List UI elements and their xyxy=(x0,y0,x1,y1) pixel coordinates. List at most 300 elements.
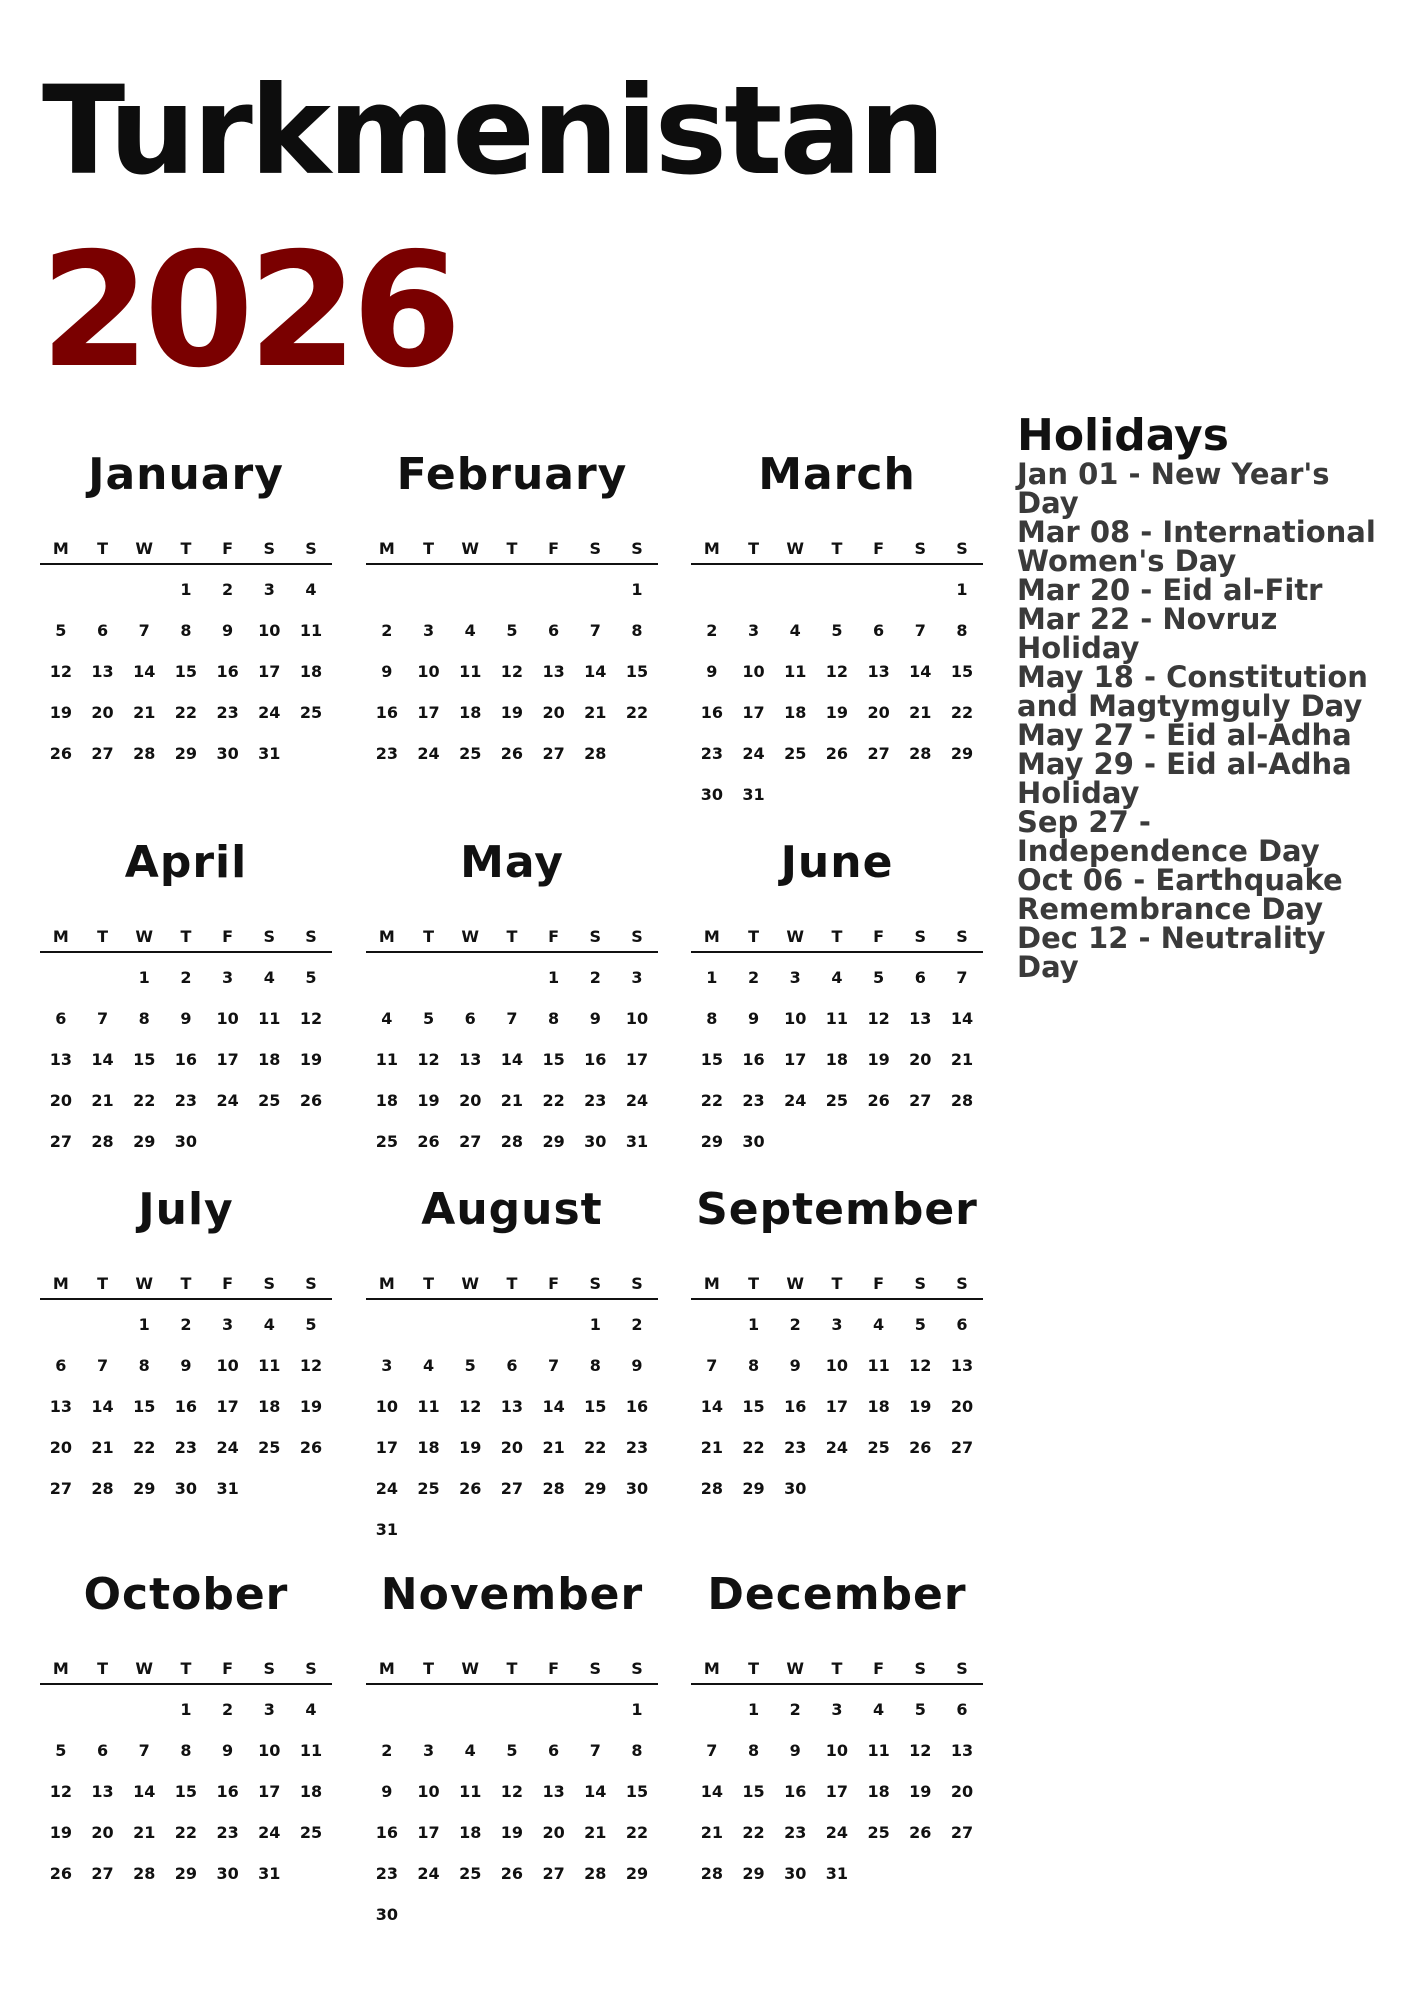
day-cell: 26 xyxy=(417,1132,440,1151)
day-cell: 17 xyxy=(258,662,281,681)
day-cell: 2 xyxy=(631,1315,643,1334)
day-cell: 30 xyxy=(174,1479,198,1498)
day-cell: 8 xyxy=(631,621,643,640)
month-name: January xyxy=(88,449,284,500)
day-cell: 27 xyxy=(459,1132,482,1151)
day-cell: 2 xyxy=(222,580,234,599)
day-cell: 29 xyxy=(742,1479,765,1498)
day-cell: 23 xyxy=(700,744,723,763)
day-cell: 29 xyxy=(174,1864,198,1883)
blank-cell xyxy=(40,569,82,610)
day-cell: 13 xyxy=(950,1356,974,1375)
day-cell: 11 xyxy=(299,1741,323,1760)
day-cell: 20 xyxy=(542,1823,565,1842)
blank-cell xyxy=(574,1689,616,1730)
day-cell: 22 xyxy=(174,703,198,722)
weekday-label: F xyxy=(222,926,234,946)
weekday-label: W xyxy=(786,538,805,558)
month-september xyxy=(691,1180,983,1509)
weekday-label: S xyxy=(263,926,276,946)
weekday-label: M xyxy=(52,1658,69,1678)
day-cell: 26 xyxy=(49,1864,72,1883)
weekday-label: W xyxy=(135,1658,154,1678)
day-cell: 29 xyxy=(133,1132,156,1151)
day-cell: 12 xyxy=(459,1397,482,1416)
day-cell: 14 xyxy=(91,1397,114,1416)
day-grid xyxy=(366,1685,658,1935)
blank-cell xyxy=(82,569,124,610)
day-cell: 24 xyxy=(625,1091,649,1110)
day-cell: 24 xyxy=(216,1091,239,1110)
month-name: April xyxy=(124,837,248,888)
holiday-item: Mar 20 - Eid al-Fitr xyxy=(1017,573,1323,607)
month-name: May xyxy=(460,837,564,888)
day-cell: 11 xyxy=(825,1009,849,1028)
day-cell: 23 xyxy=(784,1438,807,1457)
day-cell: 31 xyxy=(216,1479,239,1498)
day-cell: 11 xyxy=(258,1009,281,1028)
blank-cell xyxy=(449,1304,491,1345)
day-cell: 8 xyxy=(548,1009,560,1028)
day-cell: 4 xyxy=(831,968,843,987)
day-cell: 7 xyxy=(138,1741,150,1760)
day-cell: 4 xyxy=(464,621,476,640)
holiday-list xyxy=(1017,457,1387,984)
day-cell: 5 xyxy=(831,621,843,640)
day-cell: 12 xyxy=(909,1356,932,1375)
month-name: June xyxy=(780,837,894,888)
day-cell: 27 xyxy=(500,1479,524,1498)
day-cell: 29 xyxy=(542,1132,565,1151)
holiday-item: Jan 01 - New Year's Day xyxy=(1017,457,1330,520)
weekday-label: T xyxy=(831,1658,843,1678)
day-cell: 4 xyxy=(381,1009,393,1028)
day-cell: 20 xyxy=(500,1438,524,1457)
blank-cell xyxy=(408,957,450,998)
day-cell: 29 xyxy=(584,1479,607,1498)
weekday-label: T xyxy=(423,1658,434,1678)
day-cell: 24 xyxy=(258,703,281,722)
day-cell: 26 xyxy=(909,1438,932,1457)
day-cell: 31 xyxy=(742,785,765,804)
day-cell: 9 xyxy=(381,662,393,681)
day-cell: 15 xyxy=(742,1397,765,1416)
day-cell: 29 xyxy=(700,1132,723,1151)
holiday-item: Oct 06 - Earthquake Remembrance Day xyxy=(1017,863,1343,926)
day-cell: 19 xyxy=(417,1091,440,1110)
blank-cell xyxy=(691,569,733,610)
day-cell: 10 xyxy=(417,1782,440,1801)
day-cell: 5 xyxy=(305,1315,317,1334)
day-cell: 21 xyxy=(584,703,607,722)
blank-cell xyxy=(491,1304,533,1345)
weekday-label: S xyxy=(631,538,643,558)
holiday-item: Mar 22 - Novruz Holiday xyxy=(1017,602,1278,665)
day-cell: 17 xyxy=(825,1397,849,1416)
month-february xyxy=(366,445,658,774)
blank-cell xyxy=(40,1304,82,1345)
day-cell: 2 xyxy=(706,621,718,640)
month-april xyxy=(40,833,332,1162)
day-cell: 27 xyxy=(542,1864,565,1883)
day-grid xyxy=(691,565,983,815)
blank-cell xyxy=(408,1304,450,1345)
day-cell: 28 xyxy=(91,1132,114,1151)
day-cell: 12 xyxy=(500,1782,524,1801)
day-cell: 6 xyxy=(55,1356,67,1375)
day-cell: 11 xyxy=(867,1741,890,1760)
month-name: November xyxy=(380,1569,644,1620)
day-cell: 29 xyxy=(174,744,198,763)
day-cell: 7 xyxy=(138,621,150,640)
blank-cell xyxy=(123,1689,165,1730)
day-cell: 13 xyxy=(91,662,114,681)
blank-cell xyxy=(82,1689,124,1730)
day-cell: 3 xyxy=(422,1741,435,1760)
weekday-label: F xyxy=(222,1273,234,1293)
weekday-label: F xyxy=(548,1658,560,1678)
day-cell: 18 xyxy=(459,703,482,722)
day-cell: 15 xyxy=(174,662,198,681)
day-cell: 27 xyxy=(950,1823,974,1842)
day-cell: 1 xyxy=(706,968,718,987)
day-cell: 30 xyxy=(784,1864,807,1883)
weekday-label: S xyxy=(956,538,968,558)
day-cell: 22 xyxy=(133,1091,156,1110)
day-cell: 28 xyxy=(133,1864,156,1883)
holiday-item: May 27 - Eid al-Adha xyxy=(1017,718,1352,752)
day-cell: 26 xyxy=(49,744,72,763)
weekday-label: M xyxy=(378,926,395,946)
day-cell: 1 xyxy=(180,580,192,599)
day-cell: 1 xyxy=(138,968,150,987)
blank-cell xyxy=(733,569,775,610)
day-cell: 28 xyxy=(950,1091,974,1110)
day-cell: 11 xyxy=(784,662,807,681)
weekday-label: T xyxy=(748,926,759,946)
day-cell: 19 xyxy=(825,703,849,722)
day-cell: 24 xyxy=(742,744,765,763)
day-cell: 17 xyxy=(784,1050,807,1069)
weekday-label: T xyxy=(748,538,759,558)
day-cell: 10 xyxy=(417,662,440,681)
day-cell: 28 xyxy=(500,1132,524,1151)
day-cell: 27 xyxy=(867,744,890,763)
day-cell: 24 xyxy=(825,1438,849,1457)
day-cell: 16 xyxy=(784,1397,807,1416)
blank-cell xyxy=(574,569,616,610)
day-cell: 10 xyxy=(825,1356,849,1375)
day-cell: 2 xyxy=(589,968,601,987)
day-cell: 3 xyxy=(631,968,643,987)
day-cell: 6 xyxy=(55,1009,67,1028)
day-cell: 16 xyxy=(174,1050,198,1069)
blank-cell xyxy=(82,1304,124,1345)
weekday-label: S xyxy=(305,538,317,558)
day-cell: 31 xyxy=(258,1864,281,1883)
holiday-item: Dec 12 - Neutrality Day xyxy=(1017,921,1326,984)
weekday-header xyxy=(366,533,658,565)
day-cell: 22 xyxy=(625,1823,649,1842)
weekday-header xyxy=(40,921,332,953)
day-cell: 13 xyxy=(49,1050,72,1069)
day-cell: 20 xyxy=(49,1091,72,1110)
day-cell: 10 xyxy=(742,662,765,681)
weekday-label: M xyxy=(378,1273,395,1293)
weekday-label: S xyxy=(914,538,927,558)
day-cell: 1 xyxy=(631,1700,643,1719)
weekday-label: T xyxy=(180,926,192,946)
day-grid xyxy=(691,1685,983,1894)
month-may xyxy=(366,833,658,1162)
weekday-label: T xyxy=(180,538,192,558)
day-cell: 30 xyxy=(625,1479,649,1498)
weekday-header xyxy=(691,921,983,953)
weekday-label: S xyxy=(305,1658,317,1678)
weekday-label: S xyxy=(956,926,968,946)
day-grid xyxy=(40,1300,332,1509)
weekday-label: T xyxy=(831,538,843,558)
day-cell: 4 xyxy=(263,1315,275,1334)
weekday-label: S xyxy=(914,1658,927,1678)
blank-cell xyxy=(366,1689,408,1730)
day-cell: 27 xyxy=(909,1091,932,1110)
blank-cell xyxy=(408,569,450,610)
day-cell: 28 xyxy=(584,1864,607,1883)
day-cell: 18 xyxy=(299,1782,323,1801)
day-cell: 19 xyxy=(299,1050,323,1069)
day-cell: 1 xyxy=(747,1315,760,1334)
day-cell: 29 xyxy=(950,744,974,763)
day-cell: 5 xyxy=(914,1700,926,1719)
day-cell: 8 xyxy=(631,1741,643,1760)
day-cell: 3 xyxy=(263,1700,275,1719)
day-cell: 24 xyxy=(784,1091,807,1110)
day-cell: 13 xyxy=(542,1782,565,1801)
day-cell: 15 xyxy=(133,1050,156,1069)
day-cell: 12 xyxy=(49,662,72,681)
weekday-label: T xyxy=(506,1273,518,1293)
day-cell: 21 xyxy=(500,1091,524,1110)
day-grid xyxy=(40,1685,332,1894)
day-cell: 18 xyxy=(867,1782,890,1801)
day-cell: 26 xyxy=(500,744,524,763)
month-name: August xyxy=(421,1184,603,1235)
day-cell: 16 xyxy=(375,1823,398,1842)
day-cell: 26 xyxy=(825,744,849,763)
day-cell: 8 xyxy=(180,1741,192,1760)
day-cell: 10 xyxy=(258,1741,281,1760)
day-cell: 30 xyxy=(700,785,723,804)
day-cell: 12 xyxy=(299,1356,323,1375)
blank-cell xyxy=(533,1304,575,1345)
day-cell: 1 xyxy=(589,1315,601,1334)
month-name: October xyxy=(83,1569,289,1620)
weekday-label: T xyxy=(506,538,518,558)
day-cell: 9 xyxy=(381,1782,393,1801)
blank-cell xyxy=(691,1304,733,1345)
day-cell: 13 xyxy=(950,1741,974,1760)
day-cell: 5 xyxy=(464,1356,476,1375)
day-cell: 17 xyxy=(742,703,765,722)
day-cell: 23 xyxy=(375,744,398,763)
day-cell: 29 xyxy=(133,1479,156,1498)
day-cell: 20 xyxy=(459,1091,482,1110)
day-cell: 10 xyxy=(825,1741,849,1760)
day-cell: 6 xyxy=(96,621,109,640)
month-january xyxy=(40,445,332,774)
blank-cell xyxy=(816,569,858,610)
blank-cell xyxy=(691,1689,733,1730)
day-cell: 14 xyxy=(584,1782,607,1801)
weekday-label: F xyxy=(222,538,234,558)
day-cell: 6 xyxy=(548,1741,560,1760)
day-cell: 8 xyxy=(747,1356,760,1375)
weekday-label: S xyxy=(631,1273,643,1293)
blank-cell xyxy=(82,957,124,998)
day-cell: 10 xyxy=(625,1009,649,1028)
day-cell: 31 xyxy=(825,1864,849,1883)
day-cell: 14 xyxy=(700,1397,723,1416)
weekday-label: T xyxy=(748,1658,759,1678)
month-october xyxy=(40,1565,332,1894)
blank-cell xyxy=(408,1689,450,1730)
day-cell: 27 xyxy=(91,1864,114,1883)
day-cell: 15 xyxy=(950,662,974,681)
day-cell: 11 xyxy=(417,1397,440,1416)
day-cell: 6 xyxy=(506,1356,518,1375)
weekday-label: W xyxy=(135,538,154,558)
day-cell: 2 xyxy=(180,1315,192,1334)
day-cell: 28 xyxy=(700,1864,723,1883)
holiday-item: May 29 - Eid al-Adha Holiday xyxy=(1017,747,1352,810)
day-cell: 28 xyxy=(91,1479,114,1498)
holidays-panel xyxy=(1017,412,1387,982)
weekday-label: T xyxy=(97,1273,108,1293)
day-cell: 2 xyxy=(789,1315,801,1334)
day-cell: 19 xyxy=(909,1782,932,1801)
day-cell: 23 xyxy=(216,1823,239,1842)
weekday-label: S xyxy=(589,1273,602,1293)
month-name: December xyxy=(707,1569,967,1620)
day-cell: 28 xyxy=(700,1479,723,1498)
weekday-label: M xyxy=(378,538,395,558)
day-cell: 25 xyxy=(417,1479,440,1498)
day-cell: 12 xyxy=(500,662,524,681)
day-cell: 21 xyxy=(91,1091,114,1110)
day-cell: 18 xyxy=(258,1050,281,1069)
day-cell: 14 xyxy=(909,662,932,681)
day-cell: 25 xyxy=(784,744,807,763)
day-cell: 25 xyxy=(825,1091,849,1110)
day-cell: 23 xyxy=(742,1091,765,1110)
day-cell: 22 xyxy=(742,1823,765,1842)
day-cell: 6 xyxy=(956,1700,968,1719)
day-cell: 3 xyxy=(831,1700,843,1719)
day-cell: 22 xyxy=(625,703,649,722)
blank-cell xyxy=(449,569,491,610)
day-cell: 7 xyxy=(706,1741,718,1760)
day-cell: 7 xyxy=(914,621,926,640)
day-cell: 21 xyxy=(542,1438,565,1457)
day-cell: 29 xyxy=(742,1864,765,1883)
day-cell: 15 xyxy=(133,1397,156,1416)
weekday-label: T xyxy=(180,1273,192,1293)
day-cell: 1 xyxy=(548,968,560,987)
day-cell: 23 xyxy=(584,1091,607,1110)
weekday-label: S xyxy=(305,1273,317,1293)
day-cell: 12 xyxy=(909,1741,932,1760)
day-cell: 30 xyxy=(216,1864,239,1883)
day-cell: 23 xyxy=(784,1823,807,1842)
day-cell: 21 xyxy=(909,703,932,722)
day-cell: 12 xyxy=(825,662,849,681)
day-cell: 21 xyxy=(700,1438,723,1457)
day-cell: 11 xyxy=(459,662,482,681)
day-cell: 14 xyxy=(500,1050,524,1069)
day-cell: 28 xyxy=(584,744,607,763)
day-cell: 7 xyxy=(96,1356,109,1375)
day-cell: 3 xyxy=(789,968,801,987)
day-cell: 30 xyxy=(584,1132,607,1151)
day-cell: 5 xyxy=(55,621,67,640)
weekday-label: T xyxy=(423,1273,434,1293)
day-cell: 17 xyxy=(216,1050,239,1069)
weekday-label: S xyxy=(263,1273,276,1293)
month-name: February xyxy=(396,449,628,500)
day-cell: 21 xyxy=(584,1823,607,1842)
day-cell: 13 xyxy=(909,1009,932,1028)
day-cell: 28 xyxy=(542,1479,565,1498)
day-cell: 27 xyxy=(91,744,114,763)
month-december xyxy=(691,1565,983,1894)
day-cell: 7 xyxy=(96,1009,109,1028)
weekday-label: M xyxy=(703,926,720,946)
blank-cell xyxy=(858,569,900,610)
day-grid xyxy=(366,1300,658,1550)
day-cell: 22 xyxy=(950,703,974,722)
day-cell: 2 xyxy=(381,1741,393,1760)
day-cell: 10 xyxy=(784,1009,807,1028)
day-cell: 9 xyxy=(789,1356,801,1375)
day-grid xyxy=(691,953,983,1162)
day-cell: 14 xyxy=(584,662,607,681)
day-cell: 10 xyxy=(216,1356,239,1375)
day-grid xyxy=(40,953,332,1162)
day-cell: 31 xyxy=(625,1132,649,1151)
weekday-label: W xyxy=(461,1273,480,1293)
day-cell: 14 xyxy=(133,662,156,681)
day-cell: 25 xyxy=(867,1823,890,1842)
weekday-label: M xyxy=(52,1273,69,1293)
day-cell: 7 xyxy=(506,1009,518,1028)
weekday-label: W xyxy=(461,926,480,946)
day-cell: 20 xyxy=(49,1438,72,1457)
day-cell: 9 xyxy=(180,1356,192,1375)
day-cell: 10 xyxy=(375,1397,398,1416)
day-cell: 17 xyxy=(625,1050,649,1069)
day-cell: 13 xyxy=(91,1782,114,1801)
day-cell: 5 xyxy=(55,1741,67,1760)
year-title: 2026 xyxy=(40,219,456,403)
day-cell: 6 xyxy=(548,621,560,640)
weekday-label: W xyxy=(461,538,480,558)
day-cell: 11 xyxy=(299,621,323,640)
day-grid xyxy=(40,565,332,774)
day-cell: 17 xyxy=(375,1438,398,1457)
holiday-item: May 18 - Constitution and Magtymguly Day xyxy=(1017,660,1368,723)
day-cell: 4 xyxy=(422,1356,435,1375)
